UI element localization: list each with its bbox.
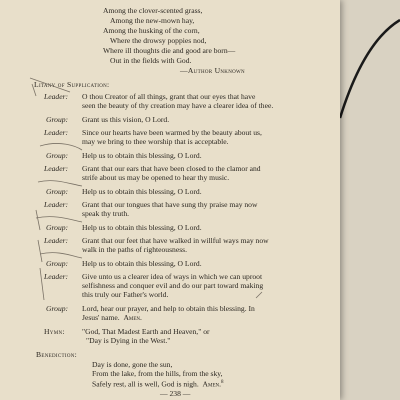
poem-line: Out in the fields with God. [110, 56, 192, 65]
litany-text: speak thy truth. [82, 209, 130, 218]
litany-text: Grant that our tongues that have sung thy praise may now [82, 200, 258, 209]
page-number: — 238 — [160, 389, 191, 398]
speaker-group: Group: [46, 115, 69, 124]
hymn-text: "Day is Dying in the West." [86, 336, 171, 345]
footnote-mark: 8 [221, 380, 224, 385]
speaker-leader: Leader: [44, 92, 69, 101]
litany-text: Jesus' name. [82, 313, 120, 322]
benediction-line: Day is done, gone the sun, [92, 360, 173, 369]
litany-text: Help us to obtain this blessing, O Lord. [82, 259, 202, 268]
speaker-leader: Leader: [44, 128, 69, 137]
benediction-heading: Benediction: [36, 350, 78, 359]
litany-text: may we bring to thee worship that is acceptable. [82, 137, 229, 146]
amen-label: Amen. [123, 313, 142, 322]
speaker-group: Group: [46, 187, 69, 196]
hymn-label: Hymn: [44, 327, 65, 336]
litany-text: Help us to obtain this blessing, O Lord. [82, 151, 202, 160]
litany-text: Help us to obtain this blessing, O Lord. [82, 187, 202, 196]
speaker-group: Group: [46, 151, 69, 160]
poem-attribution: —Author Unknown [180, 66, 245, 75]
poem-line: Among the husking of the corn, [103, 26, 200, 35]
speaker-group: Group: [46, 223, 69, 232]
speaker-leader: Leader: [44, 200, 69, 209]
litany-text: Help us to obtain this blessing, O Lord. [82, 223, 202, 232]
litany-text: O thou Creator of all things, grant that our eyes that have [82, 92, 256, 101]
speaker-leader: Leader: [44, 236, 69, 245]
litany-text: Grant that our feet that have walked in willful ways may now [82, 236, 269, 245]
speaker-group: Group: [46, 259, 69, 268]
speaker-leader: Leader: [44, 272, 69, 281]
poem-line: Where ill thoughts die and good are born— [103, 46, 236, 55]
benediction-line: From the lake, from the hills, from the sky, [92, 369, 223, 378]
litany-text: this truly our Father's world. [82, 290, 169, 299]
litany-text: seen the beauty of thy creation may have a clearer idea of thee. [82, 101, 274, 110]
amen-label: Amen. [202, 379, 222, 389]
poem-line: Among the new-mown hay, [110, 16, 195, 25]
litany-text: strife about us may be opened to hear thy music. [82, 173, 230, 182]
poem-line: Among the clover-scented grass, [103, 6, 203, 15]
litany-text: selfishness and conquer evil and do our part toward making [82, 281, 264, 290]
litany-text: Grant that our ears that have been closed to the clamor and [82, 164, 261, 173]
litany-text: Lord, hear our prayer, and help to obtain this blessing. In [82, 304, 255, 313]
speaker-group: Group: [46, 304, 69, 313]
litany-text: walk in the paths of righteousness. [82, 245, 188, 254]
poem-line: Where the drowsy poppies nod, [110, 36, 207, 45]
litany-text: Give unto us a clearer idea of ways in which we can uproot [82, 272, 263, 281]
hymn-text: "God, That Madest Earth and Heaven," or [82, 327, 210, 336]
litany-heading: Litany of Supplication: [34, 80, 110, 89]
litany-text: Since our hearts have been warmed by the beauty about us, [82, 128, 262, 137]
speaker-leader: Leader: [44, 164, 69, 173]
benediction-line: Safely rest, all is well, God is nigh. [92, 379, 199, 389]
litany-text: Grant us this vision, O Lord. [82, 115, 170, 124]
